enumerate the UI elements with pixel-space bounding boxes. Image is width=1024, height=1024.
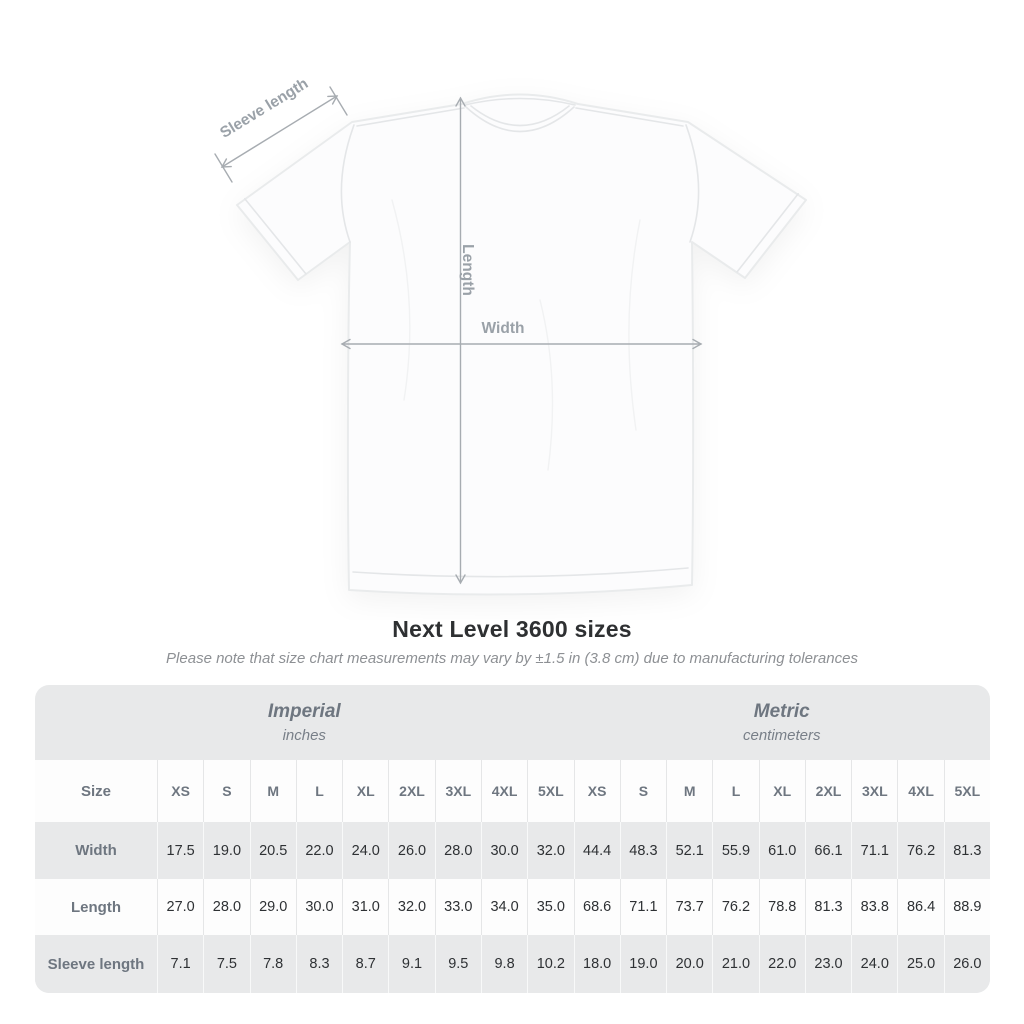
sleeve-length-label: Sleeve length [217, 75, 312, 142]
size-header-l: L [296, 760, 342, 822]
value-cell: 22.0 [296, 822, 342, 879]
row-label: Sleeve length [35, 935, 157, 993]
tolerance-note: Please note that size chart measurements may vary by ±1.5 in (3.8 cm) due to manufacturing tolerances [166, 650, 858, 667]
size-header-s: S [203, 760, 249, 822]
value-cell: 66.1 [805, 822, 851, 879]
size-header-2xl: 2XL [805, 760, 851, 822]
value-cell: 86.4 [897, 879, 943, 935]
title-block [0, 616, 1024, 667]
size-header-4xl: 4XL [481, 760, 527, 822]
value-cell: 76.2 [712, 879, 758, 935]
imperial-title: Imperial [267, 701, 341, 722]
value-cell: 76.2 [897, 822, 943, 879]
size-header-xs: XS [574, 760, 620, 822]
value-cell: 9.1 [388, 935, 434, 993]
page-title: Next Level 3600 sizes [392, 616, 632, 642]
size-header-l: L [712, 760, 758, 822]
value-cell: 32.0 [527, 822, 573, 879]
value-cell: 48.3 [620, 822, 666, 879]
value-cell: 55.9 [712, 822, 758, 879]
value-cell: 7.5 [203, 935, 249, 993]
value-cell: 81.3 [805, 879, 851, 935]
value-cell: 71.1 [620, 879, 666, 935]
metric-unit: centimeters [742, 727, 821, 744]
value-cell: 44.4 [574, 822, 620, 879]
value-cell: 52.1 [666, 822, 712, 879]
value-cell: 30.0 [296, 879, 342, 935]
value-cell: 26.0 [944, 935, 990, 993]
value-cell: 32.0 [388, 879, 434, 935]
size-column-header: Size [35, 760, 157, 822]
size-header-xs: XS [157, 760, 203, 822]
value-cell: 19.0 [620, 935, 666, 993]
value-cell: 25.0 [897, 935, 943, 993]
imperial-unit-header [35, 685, 574, 760]
value-cell: 7.8 [250, 935, 296, 993]
size-header-2xl: 2XL [388, 760, 434, 822]
value-cell: 7.1 [157, 935, 203, 993]
value-cell: 23.0 [805, 935, 851, 993]
value-cell: 27.0 [157, 879, 203, 935]
value-cell: 33.0 [435, 879, 481, 935]
value-cell: 78.8 [759, 879, 805, 935]
size-grid [35, 685, 990, 993]
value-cell: 30.0 [481, 822, 527, 879]
size-header-xl: XL [759, 760, 805, 822]
size-chart-card [35, 685, 990, 993]
value-cell: 8.7 [342, 935, 388, 993]
row-label: Length [35, 879, 157, 935]
value-cell: 8.3 [296, 935, 342, 993]
size-header-5xl: 5XL [944, 760, 990, 822]
value-cell: 28.0 [203, 879, 249, 935]
size-header-4xl: 4XL [897, 760, 943, 822]
value-cell: 28.0 [435, 822, 481, 879]
value-cell: 31.0 [342, 879, 388, 935]
value-cell: 24.0 [342, 822, 388, 879]
metric-unit-header [574, 685, 991, 760]
metric-title: Metric [753, 701, 810, 722]
value-cell: 68.6 [574, 879, 620, 935]
size-header-5xl: 5XL [527, 760, 573, 822]
length-label: Length [459, 244, 476, 296]
value-cell: 61.0 [759, 822, 805, 879]
size-header-xl: XL [342, 760, 388, 822]
size-header-m: M [666, 760, 712, 822]
value-cell: 29.0 [250, 879, 296, 935]
value-cell: 9.8 [481, 935, 527, 993]
value-cell: 19.0 [203, 822, 249, 879]
width-label: Width [481, 320, 525, 337]
value-cell: 34.0 [481, 879, 527, 935]
value-cell: 21.0 [712, 935, 758, 993]
imperial-unit: inches [282, 727, 326, 744]
size-header-s: S [620, 760, 666, 822]
value-cell: 20.5 [250, 822, 296, 879]
value-cell: 73.7 [666, 879, 712, 935]
value-cell: 24.0 [851, 935, 897, 993]
value-cell: 10.2 [527, 935, 573, 993]
value-cell: 71.1 [851, 822, 897, 879]
value-cell: 17.5 [157, 822, 203, 879]
value-cell: 26.0 [388, 822, 434, 879]
value-cell: 9.5 [435, 935, 481, 993]
value-cell: 88.9 [944, 879, 990, 935]
value-cell: 20.0 [666, 935, 712, 993]
value-cell: 18.0 [574, 935, 620, 993]
row-label: Width [35, 822, 157, 879]
value-cell: 83.8 [851, 879, 897, 935]
value-cell: 81.3 [944, 822, 990, 879]
size-header-3xl: 3XL [851, 760, 897, 822]
size-header-3xl: 3XL [435, 760, 481, 822]
value-cell: 35.0 [527, 879, 573, 935]
value-cell: 22.0 [759, 935, 805, 993]
size-header-m: M [250, 760, 296, 822]
